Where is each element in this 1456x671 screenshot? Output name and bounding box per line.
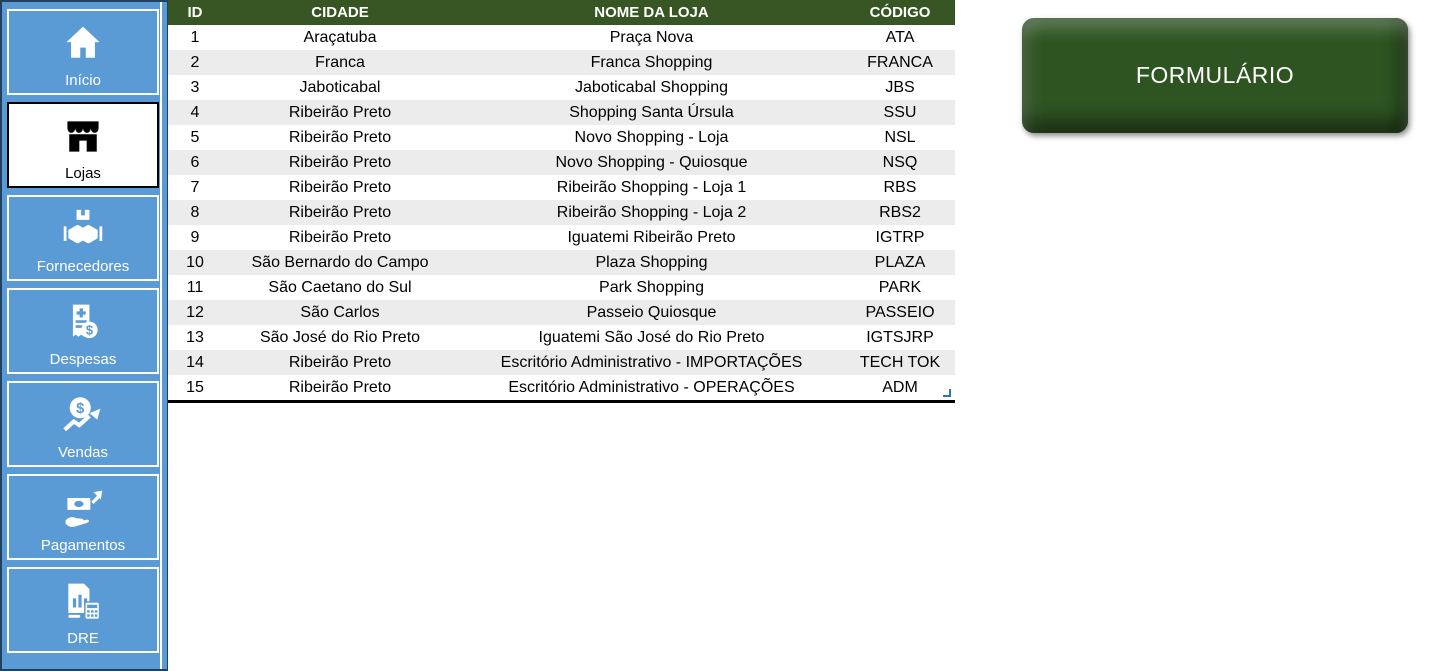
column-header-id: ID <box>187 4 203 21</box>
cell-cidade[interactable]: São Carlos <box>300 304 380 321</box>
cell-codigo[interactable]: PLAZA <box>874 254 926 271</box>
table-row[interactable] <box>168 200 955 225</box>
cell-nome-da-loja[interactable]: Shopping Santa Úrsula <box>569 104 734 121</box>
cell-codigo[interactable]: NSQ <box>882 154 918 171</box>
cell-cidade[interactable]: Araçatuba <box>303 29 377 46</box>
sidebar-item-label: Lojas <box>65 164 101 182</box>
cell-nome-da-loja[interactable]: Novo Shopping - Loja <box>574 129 729 146</box>
column-header-codigo: CÓDIGO <box>869 4 931 21</box>
cell-id[interactable]: 1 <box>190 29 200 46</box>
table-body <box>168 25 955 400</box>
cell-nome-da-loja[interactable]: Jaboticabal Shopping <box>574 79 728 96</box>
sales-chart-icon <box>60 387 106 445</box>
cell-id[interactable]: 15 <box>186 379 204 396</box>
cell-codigo[interactable]: IGTSJRP <box>866 329 934 346</box>
cell-id[interactable]: 6 <box>190 154 200 171</box>
cell-cidade[interactable]: São Bernardo do Campo <box>251 254 429 271</box>
cell-id[interactable]: 10 <box>186 254 204 271</box>
cell-nome-da-loja[interactable]: Iguatemi Ribeirão Preto <box>567 229 736 246</box>
sidebar-item-vendas[interactable] <box>7 381 159 467</box>
sidebar-item-label: Vendas <box>57 443 109 461</box>
cell-nome-da-loja[interactable]: Escritório Administrativo - IMPORTAÇÕES <box>500 354 803 371</box>
receipt-money-icon <box>60 294 106 352</box>
table-row[interactable] <box>168 300 955 325</box>
cell-codigo[interactable]: NSL <box>884 129 916 146</box>
cell-codigo[interactable]: PASSEIO <box>865 304 935 321</box>
cell-nome-da-loja[interactable]: Praça Nova <box>609 29 694 46</box>
cell-id[interactable]: 5 <box>190 129 200 146</box>
table-row[interactable] <box>168 25 955 50</box>
table-row[interactable] <box>168 75 955 100</box>
table-row[interactable] <box>168 250 955 275</box>
cell-id[interactable]: 4 <box>190 104 200 121</box>
formulario-button[interactable]: FORMULÁRIO <box>1022 18 1408 133</box>
cell-nome-da-loja[interactable]: Ribeirão Shopping - Loja 2 <box>556 204 747 221</box>
cell-codigo[interactable]: TECH TOK <box>859 354 941 371</box>
cell-cidade[interactable]: Ribeirão Preto <box>288 354 392 371</box>
cell-codigo[interactable]: RBS2 <box>879 204 921 221</box>
table-row[interactable] <box>168 375 955 400</box>
cell-nome-da-loja[interactable]: Escritório Administrativo - OPERAÇÕES <box>508 379 795 396</box>
sidebar-item-label: Início <box>65 71 101 89</box>
table-row[interactable] <box>168 50 955 75</box>
table-header-row <box>168 0 955 25</box>
cell-codigo[interactable]: SSU <box>883 104 917 121</box>
table-row[interactable] <box>168 275 955 300</box>
cell-id[interactable]: 8 <box>190 204 200 221</box>
svg-text:$: $ <box>76 400 85 417</box>
store-icon <box>60 108 106 166</box>
cell-id[interactable]: 14 <box>186 354 204 371</box>
sidebar-item-label: Fornecedores <box>36 257 130 275</box>
sidebar-item-despesas[interactable] <box>7 288 159 374</box>
cell-id[interactable]: 7 <box>190 179 200 196</box>
sidebar-item-pagamentos[interactable] <box>7 474 159 560</box>
cell-nome-da-loja[interactable]: Passeio Quiosque <box>586 304 717 321</box>
cell-nome-da-loja[interactable]: Park Shopping <box>599 279 704 296</box>
cell-codigo[interactable]: ATA <box>885 29 915 46</box>
report-calculator-icon <box>60 573 106 631</box>
cell-cidade[interactable]: São José do Rio Preto <box>259 329 421 346</box>
sidebar-item-label: Despesas <box>49 350 117 368</box>
sidebar-item-dre[interactable] <box>7 567 159 653</box>
sidebar-item-label: DRE <box>67 629 99 647</box>
svg-text:$: $ <box>85 322 93 338</box>
cell-cidade[interactable]: Ribeirão Preto <box>288 204 392 221</box>
table-row[interactable] <box>168 350 955 375</box>
cell-codigo[interactable]: IGTRP <box>875 229 925 246</box>
cell-cidade[interactable]: Ribeirão Preto <box>288 129 392 146</box>
cell-id[interactable]: 3 <box>190 79 200 96</box>
cell-cidade[interactable]: Franca <box>315 54 365 71</box>
cell-cidade[interactable]: Jaboticabal <box>299 79 381 96</box>
table-resize-handle[interactable] <box>943 389 951 397</box>
table-row[interactable] <box>168 225 955 250</box>
cell-cidade[interactable]: Ribeirão Preto <box>288 179 392 196</box>
cell-nome-da-loja[interactable]: Iguatemi São José do Rio Preto <box>538 329 765 346</box>
home-icon <box>60 15 106 73</box>
payment-hand-icon <box>60 480 106 538</box>
sidebar-item-inicio[interactable] <box>7 9 159 95</box>
cell-cidade[interactable]: Ribeirão Preto <box>288 154 392 171</box>
cell-codigo[interactable]: FRANCA <box>867 54 933 71</box>
cell-id[interactable]: 11 <box>186 279 204 296</box>
cell-id[interactable]: 9 <box>190 229 200 246</box>
stores-table <box>168 0 955 403</box>
cell-nome-da-loja[interactable]: Plaza Shopping <box>595 254 708 271</box>
cell-cidade[interactable]: Ribeirão Preto <box>288 379 392 396</box>
cell-codigo[interactable]: RBS <box>883 179 917 196</box>
cell-cidade[interactable]: São Caetano do Sul <box>268 279 412 296</box>
sidebar-item-label: Pagamentos <box>40 536 126 554</box>
cell-cidade[interactable]: Ribeirão Preto <box>288 104 392 121</box>
cell-nome-da-loja[interactable]: Ribeirão Shopping - Loja 1 <box>556 179 747 196</box>
cell-id[interactable]: 2 <box>190 54 200 71</box>
sidebar-item-fornecedores[interactable] <box>7 195 159 281</box>
table-row[interactable] <box>168 150 955 175</box>
cell-cidade[interactable]: Ribeirão Preto <box>288 229 392 246</box>
table-row[interactable] <box>168 325 955 350</box>
cell-nome-da-loja[interactable]: Franca Shopping <box>590 54 713 71</box>
sidebar <box>0 0 168 671</box>
column-header-nome: NOME DA LOJA <box>594 4 709 21</box>
cell-codigo[interactable]: ADM <box>882 379 918 396</box>
cell-codigo[interactable]: JBS <box>885 79 915 96</box>
table-row[interactable] <box>168 175 955 200</box>
cell-id[interactable]: 13 <box>186 329 204 346</box>
handshake-box-icon <box>60 201 106 259</box>
sidebar-nav-list <box>7 9 159 653</box>
cell-codigo[interactable]: PARK <box>878 279 922 296</box>
cell-nome-da-loja[interactable]: Novo Shopping - Quiosque <box>555 154 748 171</box>
sidebar-item-lojas[interactable] <box>7 102 159 188</box>
table-row[interactable] <box>168 100 955 125</box>
column-header-cidade: CIDADE <box>311 4 369 21</box>
table-row[interactable] <box>168 125 955 150</box>
cell-id[interactable]: 12 <box>186 304 204 321</box>
